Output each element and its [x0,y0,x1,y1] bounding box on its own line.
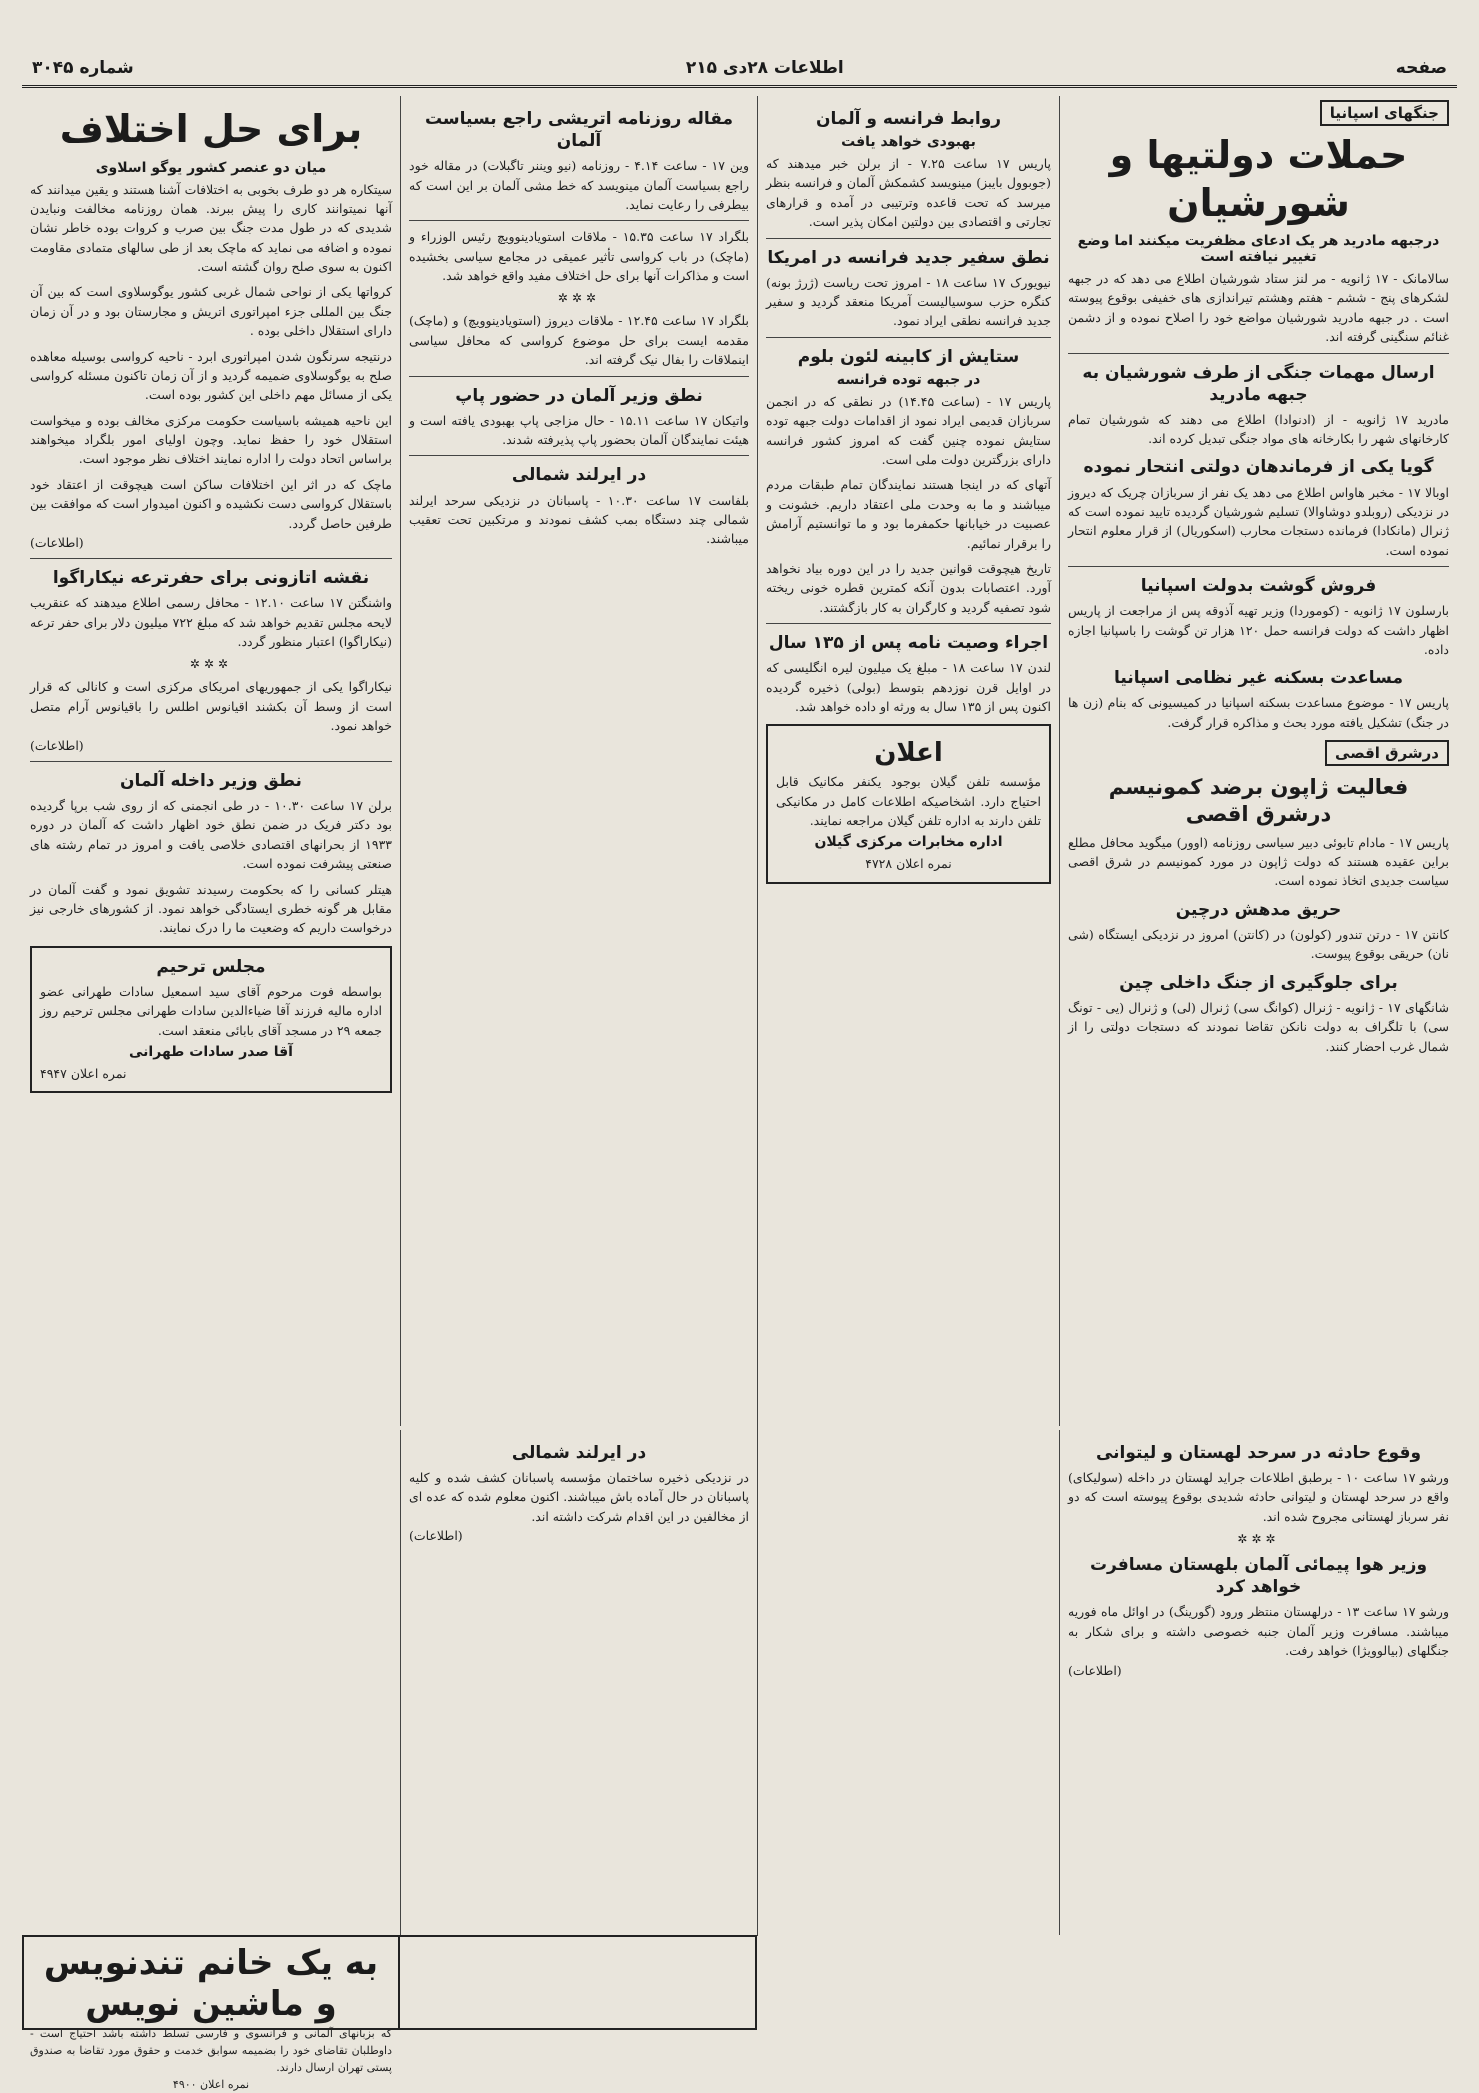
divider [1068,353,1449,354]
notice-org: اداره مخابرات مرکزی گیلان [814,834,1003,851]
column-spain [1059,96,1457,1426]
notice-body: مؤسسه تلفن گیلان بوجود یکنفر مکانیک قابل احتیاج دارد. اشخاصیکه اطلاعات کامل در مکانیکی تلفن دارند به اداره تلفن گیلان مراجعه نمایند. [776,774,1041,828]
article-subheading: بهبودی خواهد یافت [841,134,976,151]
article-body: بلفاست ۱۷ ساعت ۱۰.۳۰ - پاسبانان در نزدیکی سرحد ایرلند شمالی چند دستگاه بمب کشف نمودند و مرتکبین تحت تعقیب میباشند. [409,492,749,547]
article-heading: ارسال مهمات جنگی از طرف شورشیان به جبهه مادرید [1082,362,1435,405]
divider [409,376,749,377]
article-body: پاریس ۱۷ - (ساعت ۱۴.۴۵) در نطقی که در انجمن سربازان قدیمی ایراد نمود از اقدامات دولت جبهه توده ستایش نموده چنین گفت که امروز کشور فرانسه دارای بزرگترین دولت ملی است. [766,393,1052,468]
article-body: سیتکاره هر دو طرف بخوبی به اختلافات آشنا هستند و یقین میدانند که آنها نمیتوانند کاری را پیش ببرند. همان روزنامه مخالفت ونبایدن شدیدی که در طول مدت جنگ بین صرب و کروات بوده خاطر نشان نموده و اضافه می نماید که ماچک بعد از طی سالهای متمادی مقاومت اکنون به سوی صلح روان گشته است. [30,181,392,274]
article-heading: فعالیت ژاپون برضد کمونیسم درشرق اقصی [1108,775,1409,827]
ad-body: که بزبانهای آلمانی و فرانسوی و فارسی تسلط داشته باشد احتیاج است - داوطلبان تقاضای خود را بضمیمه سوابق خدمت و حقوق مورد تقاضا به صندوق پستی تهران ارسال دارند. [30,2026,392,2074]
mourning-box [30,946,392,1094]
article-body: اوبالا ۱۷ - مخبر هاواس اطلاع می دهد یک نفر از سربازان چریک که دیروز در نزدیکی (روبلدو دوشاوالا) تسلیم شورشیان گردیده تایید نموده است که ژنرال (مانکادا) فرمانده دستجات محارب (اسکوریال) از قرار معلوم انتحار نموده است. [1068,484,1449,558]
article-heading: روابط فرانسه و آلمان [815,109,1002,129]
column-poland [1059,1430,1457,1935]
notice-ref: نمره اعلان ۴۷۲۸ [865,856,952,872]
article-heading: در ایرلند شمالی [511,465,647,486]
page-label: صفحه [1395,57,1447,78]
article-body: مادرید ۱۷ ژانویه - از (ادنوادا) اطلاع می دهند که شورشیان تمام کارخانهای شهر را بکارخانه های مواد جنگی تبدیل کرده اند. [1068,411,1450,447]
article-body: بلگراد ۱۷ ساعت ۱۵.۳۵ - ملاقات استویادینوویچ رئیس الوزراء و (ماچک) در باب کرواسی تأثیر عمیقی در مجامع سیاسی بخشیده است و مذاکرات آنها برای حل اختلاف مفید واقع خواهد شد. [409,229,749,284]
article-body: واشنگتن ۱۷ ساعت ۱۲.۱۰ - محافل رسمی اطلاع میدهند که عنقریب لایحه مجلس تقدیم خواهد شد که مبلغ ۷۲۲ میلیون دلار برای حفر ترعه (نیکاراگوا) اعتبار منظور گردد. [30,595,393,650]
column-yugoslavia [400,96,757,1426]
headline-dispute: برای حل اختلاف [59,107,363,151]
article-body: بلگراد ۱۷ ساعت ۱۲.۴۵ - ملاقات دیروز (استویادینوویچ) و (ماچک) مقدمه ایست برای حل موضوع کرواسی که محافل سیاسی اینملاقات را بفال نیک گرفته اند. [409,313,749,368]
article-heading: برای جلوگیری از جنگ داخلی چین [1119,972,1398,993]
article-body: پاریس ۱۷ ساعت ۷.۲۵ - از برلن خبر میدهند که (جوبوول بایبز) مینویسد کشمکش آلمان و فرانسه بنظر میرسد که تحت قاعده وترتیبی در آمده و قرارهای تجارتی و اقتصادی بین دولتین امکان پذیر است. [766,156,1051,230]
article-body: سالامانک - ۱۷ ژانویه - مر لنز ستاد شورشیان اطلاع می دهد که در جبهه لشکرهای پنج - ششم - هفتم وهشتم تیراندازی های خفیفی بوقوع پیوسته است . در جبهه مادرید شورشیان مواضع خود را اصلاح نموده و از دشمن غنائم سنگینی گرفته اند. [1068,271,1449,345]
article-body: درنتیجه سرنگون شدن امپراتوری ابرد - ناحیه کرواسی بوسیله معاهده صلح به یوگوسلاوی ضمیمه گردید و از آن زمان تاکنون مسئله کرواسی یکی از مسائل مهم داخلی این کشور بوده است. [30,348,392,403]
separator-stars: ✲✲✲ [1237,1532,1280,1547]
article-heading: وقوع حادثه در سرحد لهستان و لیتوانی [1095,1443,1422,1463]
article-body: تاریخ هیچوقت قوانین جدید را در این دوره بیاد نخواهد آورد. اعتصابات بدون آنکه کمترین قطره خونی ریخته شود تصفیه گردید و کارگران به کار بازگشتند. [766,560,1051,615]
divider [409,455,749,456]
article-heading: وزیر هوا پیمائی آلمان بلهستان مسافرت خواهد کرد [1089,1555,1428,1598]
separator-stars: ✲✲✲ [189,657,233,672]
article-body: شانگهای ۱۷ - ژانویه - ژنرال (کوانگ سی) ژنرال (لی) و ژنرال (یی - تونگ سی) با تلگراف به دولت نانکن تقاضا نمودند که دستجات دولتی را از شمال غرب احضار کنند. [1068,999,1449,1054]
source-note: (اطلاعات) [1068,1662,1122,1678]
article-body: لندن ۱۷ ساعت ۱۸ - مبلغ یک میلیون لیره انگلیسی که در اوایل قرن نوزدهم بتوسط (بولی) ذخیره گردیده اکنون پس از ۱۳۵ سال به ورثه او داده خواهد شد. [766,660,1051,714]
subhead-attacks: درجبهه مادرید هر یک ادعای مظفریت میکنند اما وضع تغییر نیافته است [1077,233,1440,265]
article-heading: نطق وزیر آلمان در حضور پاپ [455,385,703,406]
source-note: (اطلاعات) [409,1528,463,1544]
article-body: واتیکان ۱۷ ساعت ۱۵.۱۱ - حال مزاجی پاپ بهبودی یافته است و هیئت نمایندگان آلمان بحضور پاپ پذیرفته شدند. [409,412,750,448]
bottom-strip [22,1935,757,2030]
divider [766,337,1051,338]
article-body: بارسلون ۱۷ ژانویه - (کوموردا) وزیر تهیه آذوقه پس از مراجعت از پاریس اظهار داشت که دولت فرانسه حمل ۱۲۰ هزار تن گوشت را باسپانیا اجازه داده. [1068,603,1449,657]
article-heading: نطق وزیر داخله آلمان [120,770,302,791]
issue-number: شماره ۳۰۴۵ [32,57,134,78]
article-heading: فروش گوشت بدولت اسپانیا [1140,576,1377,597]
article-body: در نزدیکی ذخیره ساختمان مؤسسه پاسبانان کشف شده و کلیه پاسبانان در حال آماده باش میباشند. اکنون معلوم شده که عده ای از مخالفین در این اقدام شرکت داشته اند. [409,1470,749,1524]
ad-headline: به یک خانم تندنویس و ماشین نویس [43,1943,379,2024]
article-body: پاریس ۱۷ - موضوع مساعدت بسکنه اسپانیا در کمیسیونی که بنام (زن ها در جنگ) تشکیل یافته مورد بحث و مذاکره قرار گرفت. [1068,695,1449,730]
source-note: (اطلاعات) [30,534,84,550]
ad-ref: نمره اعلان ۴۹۰۰ [172,2077,250,2091]
divider [1068,566,1449,567]
subhead-dispute: میان دو عنصر کشور یوگو اسلاوی [95,159,327,176]
article-body: ماچک که در اثر این اختلافات ساکن است هیچوقت از اعتقاد خود باستقلال کرواسی دست نکشیده و اکنون امیدوار است که موافقت بین طرفین حاصل گردد. [30,476,392,531]
article-heading: نقشه اتازونی برای حفرترعه نیکاراگوا [52,568,370,589]
divider [30,761,392,762]
article-body: نیکاراگوا یکی از جمهوریهای امریکای مرکزی است و کانالی که قرار است از وسط آن بکشند اقیانوس اطلس را باقیانوس آرام متصل خواهد نمود. [30,679,392,734]
notice-title: اعلان [874,738,943,769]
article-heading: اجراء وصیت نامه پس از ۱۳۵ سال [768,633,1049,654]
section-tag-far-east: درشرق اقصی [1325,740,1449,766]
article-body: آتهای که در اینجا هستند نمایندگان تمام طبقات مردم میباشند و ما به وحدت ملی اعتقاد داریم. خشونت و عصبیت در خیابانها حکمفرما بود و ما توانستیم آرامش را برقرار نمائیم. [766,477,1051,551]
article-body: نیویورک ۱۷ ساعت ۱۸ - امروز تحت ریاست (ژرژ بونه) کنگره حزب سوسیالیست آمریکا منعقد گردید و سفیر جدید فرانسه نطقی ایراد نمود. [766,274,1052,329]
newspaper-page [22,30,1457,2091]
mourning-title: مجلس ترحیم [156,956,266,977]
article-body: کانتن ۱۷ - درتن تندور (کولون) در (کانتن) امروز در نزدیکی ایستگاه (شی نان) حریقی بوقوع پیوست. [1068,926,1450,962]
section-tag-spain: جنگهای اسپانیا [1320,100,1449,126]
article-heading: نطق سفیر جدید فرانسه در امریکا [767,247,1050,268]
mourning-signature: آقا صدر سادات طهرانی [129,1043,293,1060]
mourning-body: بواسطه فوت مرحوم آقای سید اسمعیل سادات طهرانی عضو اداره مالیه فرزند آقا ضیاءالدین سادات طهرانی مجلس ترحیم روز جمعه ۲۹ در مسجد آقای بابائی منعقد است. [40,983,382,1038]
article-body: ورشو ۱۷ ساعت ۱۰ - برطبق اطلاعات جراید لهستان در داخله (سولیکای) واقع در سرحد لهستان و لیتوانی حادثه شدیدی بوقوع پیوسته است که دو نفر سرباز لهستانی مجروح شده اند. [1068,1470,1449,1524]
source-note: (اطلاعات) [30,737,84,753]
article-heading: حریق مدهش درچین [1175,899,1342,920]
article-heading: مساعدت بسکنه غیر نظامی اسپانیا [1114,668,1403,689]
column-france [757,96,1059,1936]
article-body: کرواتها یکی از نواحی شمال غربی کشور یوگوسلاوی است که بین آن جنگ بین المللی جزء امپراتوری اتریش و مجارستان بود و در آن زمان دارای استقلال داخلی بوده . [30,284,392,339]
notice-box [766,724,1051,884]
article-body: ورشو ۱۷ ساعت ۱۳ - درلهستان منتظر ورود (گورینگ) در اوائل ماه فوریه میباشند. مسافرت وزیر آلمان جنبه خصوصی داشته و برای شکار به جنگلهای (بیالوویژا) خواهد رفت. [1068,1604,1449,1659]
separator-stars: ✲✲✲ [557,291,601,306]
column-resolve-dispute [22,96,400,1936]
divider [409,220,749,221]
article-heading: مقاله روزنامه اتریشی راجع بسیاست آلمان [424,109,734,152]
article-heading: در ایرلند شمالی [511,1443,647,1463]
column-ireland [400,1430,757,1935]
article-body: وین ۱۷ - ساعت ۴.۱۴ - روزنامه (نیو ویننر تاگبلات) در مقاله خود راجع بسیاست آلمان مینویسد که خط مشی آلمان بر این است که بیطرفی را رعایت نماید. [409,158,749,212]
article-subheading: در جبهه توده فرانسه [836,371,981,388]
masthead [22,50,1457,88]
divider [766,623,1051,624]
divider [766,238,1051,239]
divider [30,558,392,559]
article-body: این ناحیه همیشه باسیاست حکومت مرکزی مخالف بوده و میخواست استقلال خود را حفظ نماید. وچون اولیای امور بلگراد میخواهند براساس اتحاد دولت را اداره نمایند اختلاف نظر موجود است. [30,412,392,467]
article-heading: گویا یکی از فرماندهان دولتی انتحار نموده [1083,457,1434,478]
article-body: پاریس ۱۷ - مادام تابوئی دبیر سیاسی روزنامه (اوور) میگوید محافل مطلع براین عقیده هستند که دولت ژاپون در مورد کمونیسم در شرق اقصی سیاست جدیدی اتخاذ نموده است. [1068,834,1450,889]
mourning-note: نمره اعلان ۴۹۴۷ [40,1065,127,1081]
article-body: هیتلر کسانی را که بحکومت رسیدند تشویق نمود و گفت آلمان در مقابل هر گونه خطری ایستادگی خواهد نمود. از کشورهای خارجی نیز درخواست داریم که وضعیت ما را درک نمایند. [30,881,392,936]
article-body: برلن ۱۷ ساعت ۱۰.۳۰ - در طی انجمنی که از روی شب برپا گردیده بود دکتر فریک در ضمن نطق خود اظهار داشت که آلمان در دوره ۱۹۳۳ از بحرانهای اقتصادی خلاصی یافت و امروز در تمام رشته های صنعتی پیشرفت نموده است. [30,798,392,872]
headline-attacks: حملات دولتیها و شورشیان [1109,133,1408,225]
article-heading: ستایش از کابینه لئون بلوم [797,346,1020,367]
masthead-date: اطلاعات ۲۸دی ۲۱۵ [685,57,844,78]
